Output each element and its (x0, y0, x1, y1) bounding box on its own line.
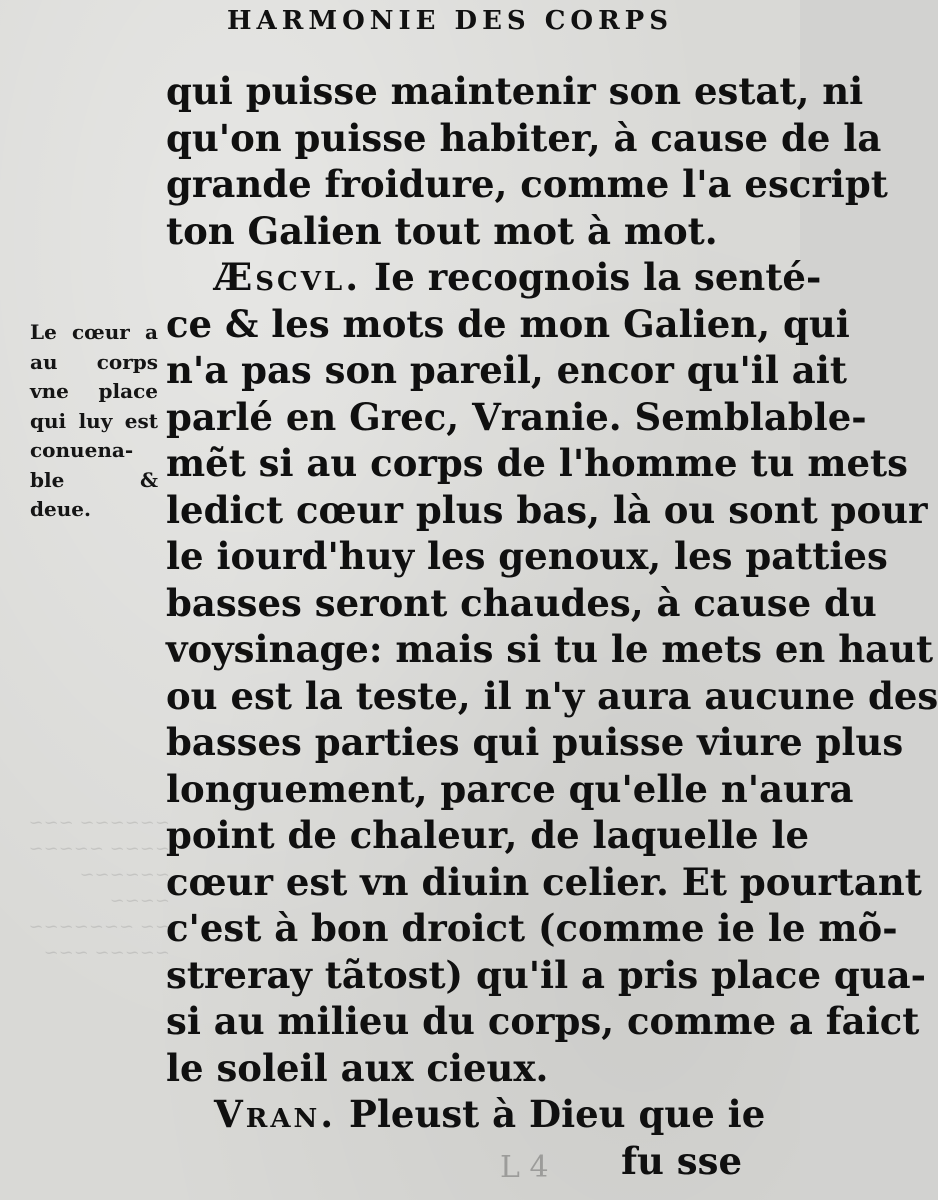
text-line: Æscvl. Ie recognois la senté- (214, 255, 822, 299)
text-line: le iourd'huy les genoux, les patties (166, 534, 888, 578)
text-line: ledict cœur plus bas, là ou sont pour (166, 487, 928, 532)
text-line: ton Galien tout mot à mot. (166, 208, 718, 253)
text-line: ce & les mots de mon Galien, qui (166, 301, 850, 346)
text-line: grande froidure, comme l'a escript (166, 162, 888, 206)
text-line: qu'on puisse habiter, à cause de la (166, 115, 882, 160)
text-line: point de chaleur, de laquelle le (166, 813, 810, 857)
speaker-name: Æscvl. (214, 255, 362, 299)
margin-note-line: conuena- (30, 438, 134, 462)
text-line: c'est à bon droict (comme ie le mõ- (166, 906, 898, 950)
show-through-text: ~~~~~~ ~~~ ~~~~ ~~~~~ ~~~~~~ ~~~~ ~~ ~~~~~~~ ~~~~~ ~~~ (28, 812, 170, 963)
margin-note-line: ble & (30, 467, 158, 492)
margin-note-line: qui luy est (30, 408, 158, 433)
text-line: cœur est vn diuin celier. Et pourtant (166, 859, 922, 904)
running-head: HARMONIE DES CORPS (226, 6, 674, 36)
margin-note-line: au corps (30, 349, 158, 374)
text-line: qui puisse maintenir son estat, ni (166, 69, 864, 113)
text-line: basses parties qui puisse viure plus (166, 720, 904, 764)
speaker-name: Vran. (214, 1092, 337, 1136)
text-line: streray tãtost) qu'il a pris place qua- (166, 952, 926, 997)
body-text (166, 68, 938, 1184)
margin-note-line: deue. (30, 497, 91, 521)
text-line: mẽt si au corps de l'homme tu mets (166, 441, 908, 485)
text-line: basses seront chaudes, à cause du (166, 580, 877, 625)
text-line: parlé en Grec, Vranie. Semblable- (166, 394, 867, 439)
text-line: longuement, parce qu'elle n'aura (166, 766, 854, 811)
text-line: voysinage: mais si tu le mets en haut (166, 627, 934, 671)
margin-note-line: vne place (30, 379, 158, 403)
margin-note-line: Le cœur a (30, 320, 158, 344)
text-line: n'a pas son pareil, encor qu'il ait (166, 348, 847, 392)
text-line: ou est la teste, il n'y aura aucune des (166, 673, 938, 718)
text-line: Vran. Pleust à Dieu que ie (214, 1092, 766, 1136)
margin-note (30, 318, 158, 525)
catchword: fu sse (621, 1138, 742, 1183)
signature-mark: L 4 (500, 1150, 549, 1185)
text-line: le soleil aux cieux. (166, 1045, 549, 1090)
text-line: si au milieu du corps, comme a faict (166, 999, 920, 1043)
